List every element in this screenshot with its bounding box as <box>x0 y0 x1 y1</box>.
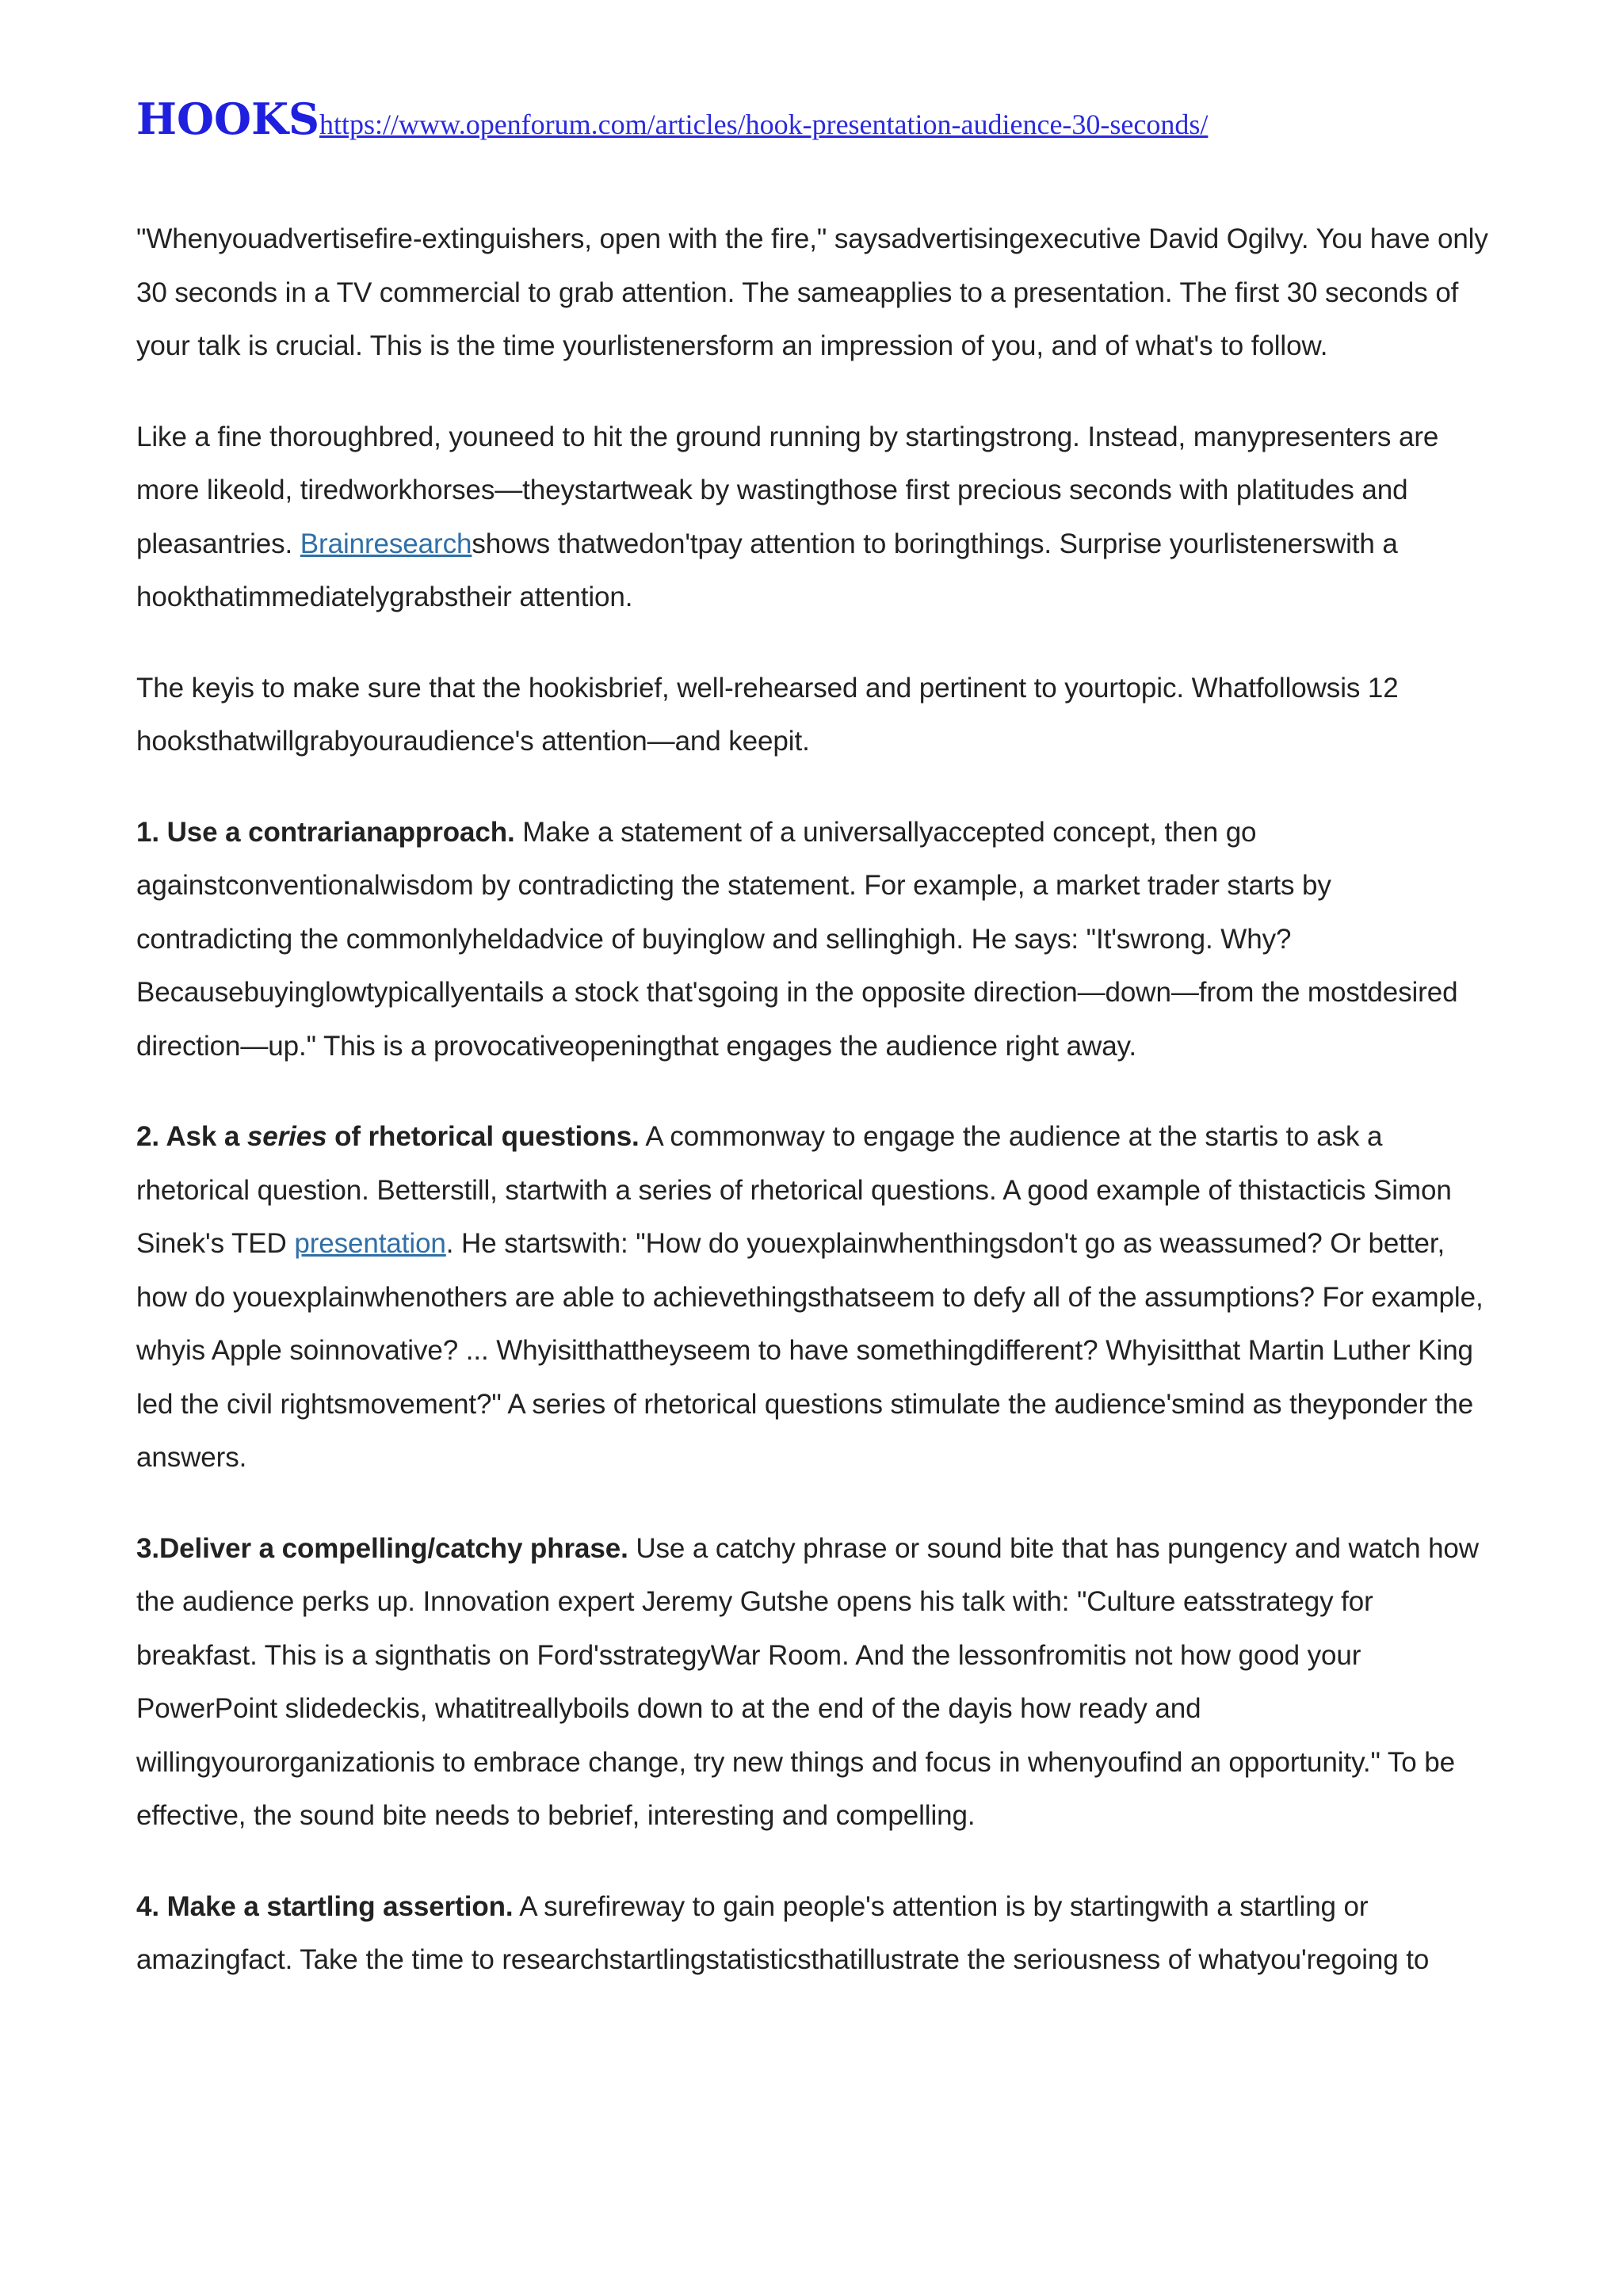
title-line <box>136 93 1488 173</box>
source-url-link[interactable]: https://www.openforum.com/articles/hook-presentation-audience-30-seconds/ <box>319 109 1209 140</box>
hook-3-body: Use a catchy phrase or sound bite that has pungency and watch how the audience perks up. Innovation expert Jeremy Gutshe opens his talk with: "Culture eatsstrategy for breakfast. This is a signthatis on Ford'sstrategyWar Room. And the lessonfromitis not how good your PowerPoint slidedeckis, whatitreallyboils down to at the end of the dayis how ready and willingyourorganizationis to embrace change, try new things and focus in whenyoufind an opportunity." To be effective, the sound bite needs to bebrief, interesting and compelling. <box>136 1532 1479 1831</box>
hook-1-heading: 1. Use a contrarianapproach. <box>136 816 515 848</box>
brain-research-link[interactable]: Brainresearch <box>300 528 472 559</box>
hook-2-heading-a: 2. Ask a <box>136 1121 247 1152</box>
intro-text-1: "Whenyouadvertisefire-extinguishers, open with the fire," saysadvertisingexecutive David Ogilvy. You have only 30 seconds in a TV commercial to grab attention. The sameapplies to a presentation. The first 30 seconds of your talk is crucial. This is the time yourlistenersform an impression of you, and of what's to follow. <box>136 223 1488 361</box>
hook-1-body: Make a statement of a universallyaccepted concept, then go againstconventionalwisdom by contradicting the statement. For example, a market trader starts by contradicting the commonlyheldadvice of buyinglow and sellinghigh. He says: "It'swrong. Why? Becausebuyinglowtypicallyentails a stock that'sgoing in the opposite direction—down—from the mostdesired direction—up." This is a provocativeopeningthat engages the audience right away. <box>136 816 1458 1062</box>
hook-2-body-b: . He startswith: "How do youexplainwhenthingsdon't go as weassumed? Or better, how do youexplainwhenothers are able to achievethingsthatseem to defy all of the assumptions? For example, whyis Apple soinnovative? ... Whyisitthattheyseem to have somethingdifferent? Whyisitthat Martin Luther King led the civil rightsmovement?" A series of rhetorical questions stimulate the audience'smind as theyponder the answers. <box>136 1228 1484 1473</box>
hook-2-heading-emphasis: series <box>246 1121 327 1152</box>
intro-paragraph-1 <box>136 212 1488 373</box>
ted-presentation-link[interactable]: presentation <box>294 1228 446 1259</box>
hook-2-body-a: A commonway to engage the audience at the startis to ask a rhetorical question. Betterstill, startwith a series of rhetorical questions. A good example of thistacticis Simon Sinek's TED <box>136 1121 1452 1259</box>
hook-4-body: A surefireway to gain people's attention is by startingwith a startling or amazingfact. Take the time to researchstartlingstatisticsthatillustrate the seriousness of whatyou'regoing to <box>136 1890 1430 1975</box>
intro-text-3: The keyis to make sure that the hookisbrief, well-rehearsed and pertinent to yourtopic. Whatfollowsis 12 hooksthatwillgrabyouraudience's attention—and keepit. <box>136 672 1399 757</box>
hook-3-heading: 3.Deliver a compelling/catchy phrase. <box>136 1532 628 1564</box>
intro-paragraph-3 <box>136 662 1488 769</box>
hook-4-heading: 4. Make a startling assertion. <box>136 1890 514 1922</box>
hook-2-heading-b: of rhetorical questions. <box>327 1121 640 1152</box>
page-title: HOOKS <box>136 93 320 144</box>
hook-1-paragraph <box>136 806 1488 1074</box>
intro-text-2b: shows thatwedon'tpay attention to boringthings. Surprise yourlistenerswith a hookthatimmediatelygrabstheir attention. <box>136 528 1398 612</box>
hook-4-paragraph <box>136 1880 1488 1987</box>
intro-paragraph-2 <box>136 410 1488 624</box>
hook-2-paragraph <box>136 1110 1488 1485</box>
intro-text-2a: Like a fine thoroughbred, youneed to hit the ground running by startingstrong. Instead, manypresenters are more likeold, tiredworkhorses—theystartweak by wastingthose first precious seconds with platitudes and pleasantries. <box>136 421 1439 559</box>
hook-3-paragraph <box>136 1522 1488 1843</box>
hook-2-heading <box>136 1121 640 1152</box>
